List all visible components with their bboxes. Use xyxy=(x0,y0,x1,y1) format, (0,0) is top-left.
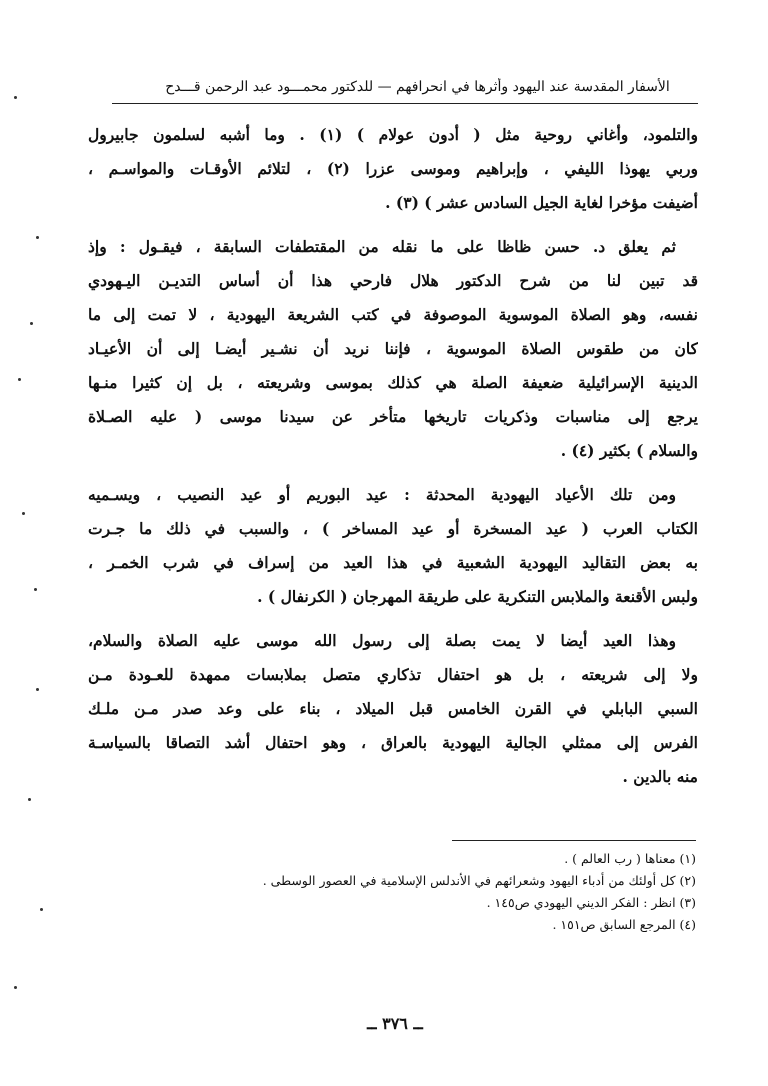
text-line: السبي البابلي في القرن الخامس قبل الميلاد ، بناء على وعد صدر مـن ملـك xyxy=(88,699,698,718)
text-line: منه بالدين . xyxy=(622,767,698,786)
text-line: وهذا العيد أيضا لا يمت بصلة إلى رسول الله موسى عليه الصلاة والسلام، xyxy=(88,631,676,650)
scan-speck xyxy=(18,378,21,381)
scan-speck xyxy=(36,688,39,691)
scan-speck xyxy=(22,512,25,515)
header-rule xyxy=(112,103,698,104)
footnote: (١) معناها ( رب العالم ) . xyxy=(564,851,696,866)
scan-speck xyxy=(34,588,37,591)
scan-speck xyxy=(14,986,17,989)
text-line: الفرس إلى ممثلي الجالية اليهودية بالعراق ، وهو احتفال أشد التصاقا بالسياسـة xyxy=(88,733,698,752)
text-line: يرجع إلى مناسبات وذكريات تاريخها متأخر عن سيدنا موسى ( عليه الصـلاة xyxy=(88,407,698,426)
text-line: والتلمود، وأغاني روحية مثل ( أدون عولام ) (١) . وما أشبه لسلمون جابيرول xyxy=(88,125,698,144)
text-line: ولبس الأقنعة والملابس التنكرية على طريقة المهرجان ( الكرنفال ) . xyxy=(257,587,698,606)
paragraph xyxy=(88,478,698,614)
scan-speck xyxy=(14,96,17,99)
body-text xyxy=(88,118,698,804)
text-line: وربي يهوذا الليفي ، وإبراهيم وموسى عزرا (٢) ، لتلائم الأوقـات والمواسـم ، xyxy=(88,159,698,178)
footnote: (٢) كل أولئك من أدباء اليهود وشعرائهم في الأندلس الإسلامية في العصور الوسطى . xyxy=(262,873,696,888)
paragraph xyxy=(88,118,698,220)
scan-speck xyxy=(36,236,39,239)
text-line: نفسه، وهو الصلاة الموسوية الموصوفة في كتب الشريعة اليهودية ، لا تمت إلى ما xyxy=(88,305,698,324)
scan-speck xyxy=(40,908,43,911)
running-header: الأسفار المقدسة عند اليهود وأثرها في انحرافهم — للدكتور محمـــود عبد الرحمن قـــدح xyxy=(165,79,670,95)
page-number: ــ ٣٧٦ ــ xyxy=(367,1014,423,1033)
footnote-rule xyxy=(452,840,696,841)
text-line: أضيفت مؤخرا لغاية الجيل السادس عشر ) (٣) . xyxy=(385,193,698,212)
text-line: ولا إلى شريعته ، بل هو احتفال تذكاري متصل بملابسات ممهدة للعـودة مـن xyxy=(88,665,698,684)
scan-speck xyxy=(28,798,31,801)
text-line: به بعض التقاليد اليهودية الشعبية في هذا العيد من إسراف في شرب الخمـر ، xyxy=(88,553,698,572)
footnote: (٤) المرجع السابق ص١٥١ . xyxy=(552,917,696,932)
text-line: الكتاب العرب ( عيد المسخرة أو عيد المساخر ) ، والسبب في ذلك ما جـرت xyxy=(88,519,698,538)
text-line: الدينية الإسرائيلية ضعيفة الصلة هي كذلك بموسى وشريعته ، بل إن كثيرا منـها xyxy=(88,373,698,392)
text-line: قد تبين لنا من شرح الدكتور هلال فارحي هذا أن أساس التديـن اليـهودي xyxy=(88,271,698,290)
scan-speck xyxy=(30,322,33,325)
text-line: كان من طقوس الصلاة الموسوية ، فإننا نريد أن نشـير أيضـا إلى أن الأعيـاد xyxy=(88,339,698,358)
text-line: ثم يعلق د. حسن ظاظا على ما نقله من المقتطفات السابقة ، فيقـول : وإذ xyxy=(88,237,676,256)
paragraph xyxy=(88,624,698,794)
footnotes xyxy=(120,848,696,936)
text-line: ومن تلك الأعياد اليهودية المحدثة : عيد البوريم أو عيد النصيب ، ويسـميه xyxy=(88,485,676,504)
paragraph xyxy=(88,230,698,468)
text-line: والسلام ) بكثير (٤) . xyxy=(560,441,698,460)
footnote: (٣) انظر : الفكر الديني اليهودي ص١٤٥ . xyxy=(486,895,696,910)
